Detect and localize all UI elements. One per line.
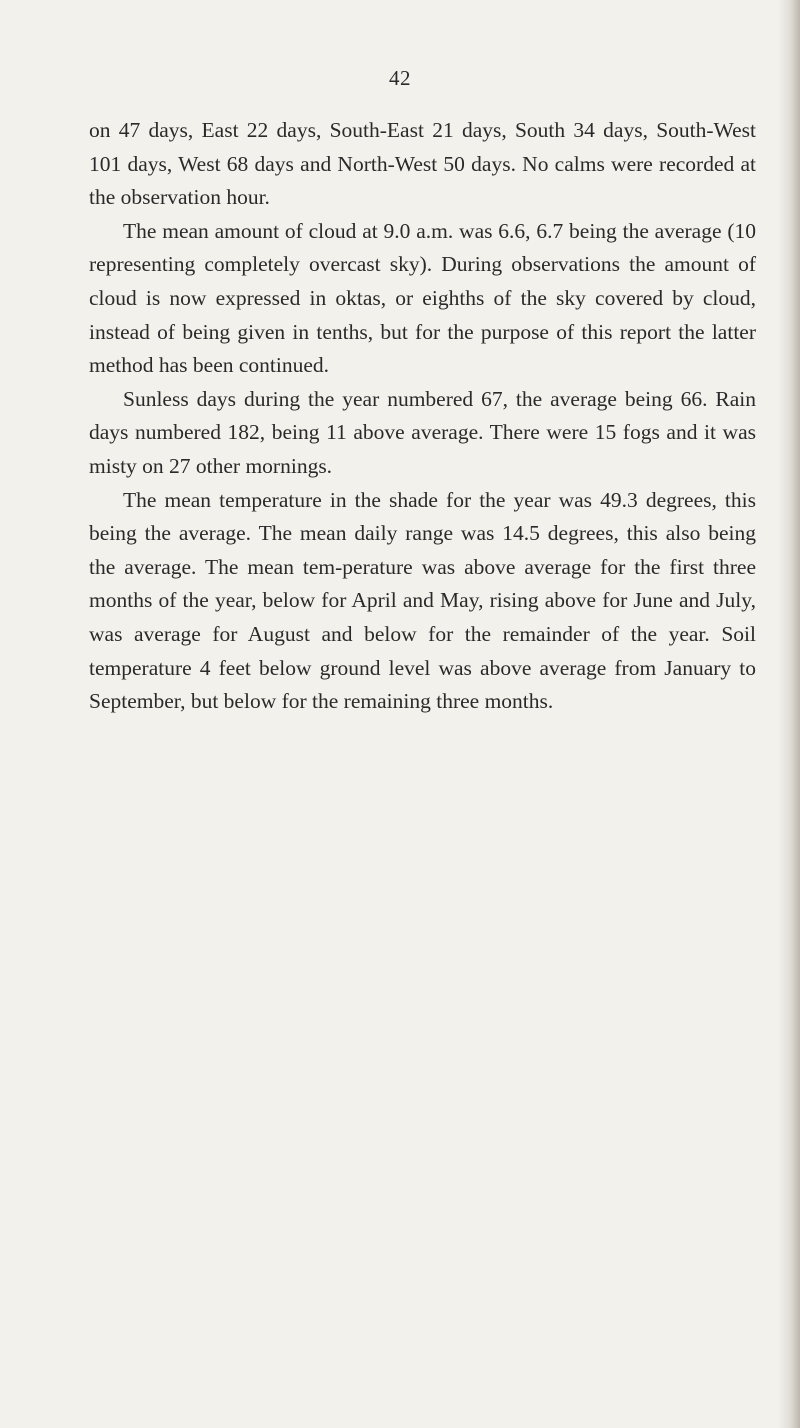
paragraph-cloud: The mean amount of cloud at 9.0 a.m. was 6.6, 6.7 being the average (10 representing completely overcast sky). During observations the amount of cloud is now expressed in oktas, or eighths of the sky covered by cloud, instead of being given in tenths, but for the purpose of this report the latter method has been continued. bbox=[89, 218, 756, 378]
page-edge-shadow bbox=[778, 0, 800, 1428]
body-text bbox=[89, 114, 756, 719]
paragraph-sunless-rain-fog: Sunless days during the year numbered 67, the average being 66. Rain days numbered 182, being 11 above average. There were 15 fogs and it was misty on 27 other mornings. bbox=[89, 386, 756, 478]
paragraph-temperature: The mean temperature in the shade for the year was 49.3 degrees, this being the average. The mean daily range was 14.5 degrees, this also being the average. The mean tem-perature was above average for the first three months of the year, below for April and May, rising above for June and July, was average for August and below for the remainder of the year. Soil temperature 4 feet below ground level was above average from January to September, but below for the remaining three months. bbox=[89, 487, 756, 714]
page-number: 42 bbox=[389, 66, 411, 90]
paragraph-wind-directions: on 47 days, East 22 days, South-East 21 days, South 34 days, South-West 101 days, West 68 days and North-West 50 days. No calms were recorded at the observation hour. bbox=[89, 118, 756, 210]
